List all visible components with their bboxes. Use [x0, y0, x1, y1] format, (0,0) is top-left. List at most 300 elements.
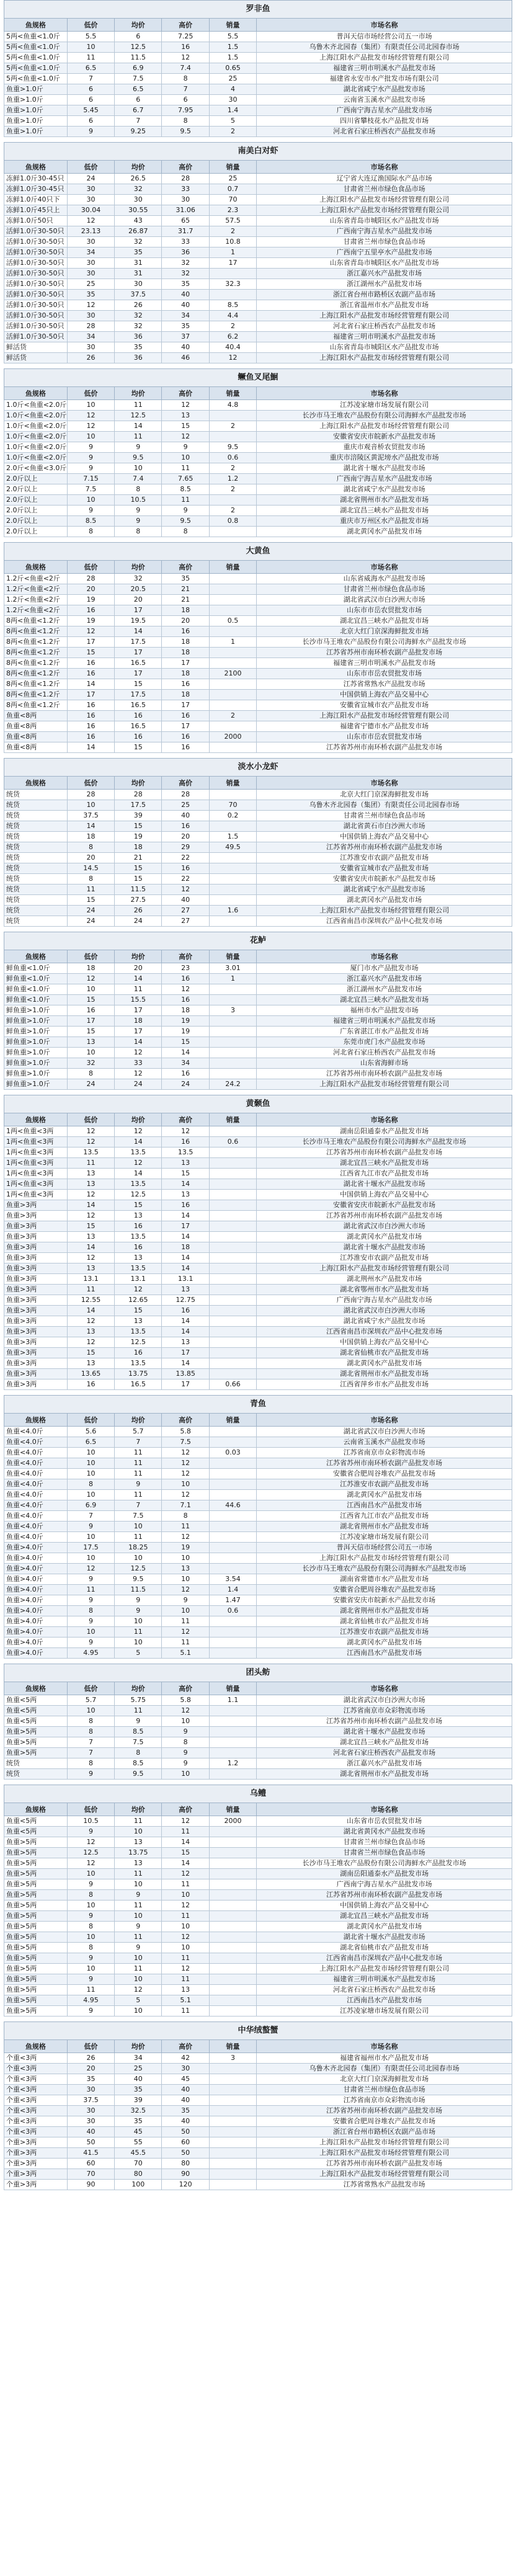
volume-cell [209, 1932, 256, 1943]
high-price-cell: 11 [162, 1827, 209, 1837]
volume-cell [209, 1837, 256, 1848]
table-row [4, 411, 512, 421]
table-header-row [4, 387, 512, 400]
low-price-header: 低价 [67, 561, 114, 574]
avg-price-cell: 10 [115, 1638, 162, 1648]
volume-header: 销量 [209, 387, 256, 400]
market-name-cell: 北京大红门京深海鲜批发市场 [257, 790, 512, 800]
spec-cell: 鱼重>3两 [4, 1285, 68, 1295]
market-name-cell: 上海江阳水产品批发市场经营管理有限公司 [257, 421, 512, 432]
high-price-cell: 50 [162, 2127, 209, 2137]
market-name-cell: 东莞市虎门水产品批发市场 [257, 1037, 512, 1048]
volume-header: 销量 [209, 1682, 256, 1695]
table-row [4, 1069, 512, 1079]
spec-cell: 个重>3两 [4, 2169, 68, 2180]
volume-cell: 6.2 [209, 332, 256, 342]
spec-cell: 鱼重>5两 [4, 1974, 68, 1985]
spec-cell: 2.0斤以上 [4, 527, 68, 537]
spec-cell: 统货 [4, 916, 68, 927]
table-row [4, 1490, 512, 1500]
market-name-cell: 湖北宜昌三峡水产品批发市场 [257, 1158, 512, 1169]
low-price-cell: 10 [67, 495, 114, 506]
table-row [4, 495, 512, 506]
low-price-cell: 30 [67, 2116, 114, 2127]
price-table [4, 160, 512, 363]
market-name-cell: 湖北省十堰水产品批发市场 [257, 1727, 512, 1737]
avg-price-cell: 35 [115, 342, 162, 353]
table-row [4, 874, 512, 885]
table-row [4, 2074, 512, 2085]
avg-price-cell: 12 [115, 1126, 162, 1137]
volume-cell [209, 2116, 256, 2127]
table-row [4, 1974, 512, 1985]
high-price-cell: 11 [162, 1638, 209, 1648]
market-name-cell: 乌鲁木齐北园春（集团）有限责任公司北园春市场 [257, 42, 512, 53]
table-header-row [4, 777, 512, 790]
table-row [4, 1858, 512, 1869]
volume-cell [209, 1706, 256, 1716]
spec-cell: 鱼重>5两 [4, 1848, 68, 1858]
spec-header: 鱼规格 [4, 1682, 68, 1695]
volume-cell [209, 1616, 256, 1627]
table-row [4, 1500, 512, 1511]
avg-price-cell: 12.5 [115, 411, 162, 421]
table-row [4, 279, 512, 290]
spec-cell: 鱼重>3两 [4, 1221, 68, 1232]
table-row [4, 1890, 512, 1901]
avg-price-cell: 9 [115, 1890, 162, 1901]
market-name-cell: 湖北省鄂州市水产品批发市场 [257, 1285, 512, 1295]
spec-cell: 活鲜1.0斤30-50只 [4, 311, 68, 321]
table-row [4, 463, 512, 474]
avg-price-cell: 12 [115, 1069, 162, 1079]
market-header: 市场名称 [257, 1682, 512, 1695]
high-price-cell: 10 [162, 1890, 209, 1901]
table-row [4, 2127, 512, 2137]
avg-price-cell: 11 [115, 400, 162, 411]
volume-cell [209, 2085, 256, 2095]
high-price-cell: 13 [162, 1285, 209, 1295]
low-price-cell: 17 [67, 1016, 114, 1027]
spec-cell: 鱼重>4.0斤 [4, 1585, 68, 1595]
table-row [4, 1706, 512, 1716]
low-price-cell: 35 [67, 290, 114, 300]
volume-header: 销量 [209, 1414, 256, 1427]
volume-cell: 3.54 [209, 1574, 256, 1585]
high-price-cell: 16 [162, 711, 209, 721]
table-row [4, 1327, 512, 1337]
price-table [4, 1682, 512, 1780]
low-price-cell: 9 [67, 453, 114, 463]
low-price-cell: 8 [67, 1943, 114, 1953]
table-row [4, 1469, 512, 1479]
table-row [4, 1037, 512, 1048]
table-row [4, 1737, 512, 1748]
avg-price-cell: 32 [115, 574, 162, 584]
avg-price-cell: 15 [115, 874, 162, 885]
market-name-cell: 江苏省南京市众彩物流市场 [257, 1448, 512, 1458]
low-price-cell: 15 [67, 648, 114, 658]
avg-price-cell: 12.5 [115, 42, 162, 53]
high-price-header: 高价 [162, 1682, 209, 1695]
market-name-cell: 广西南宁海吉星水产品批发市场 [257, 1879, 512, 1890]
spec-cell: 5两<鱼重<1.0斤 [4, 32, 68, 42]
volume-cell [209, 1858, 256, 1869]
table-row [4, 1137, 512, 1148]
volume-cell [209, 432, 256, 442]
spec-cell: 鱼重<5两 [4, 1716, 68, 1727]
low-price-cell: 7.15 [67, 474, 114, 484]
market-name-cell: 山东省威海水产品批发市场 [257, 574, 512, 584]
low-price-cell: 17 [67, 637, 114, 648]
spec-cell: 1.0斤<鱼重<2.0斤 [4, 453, 68, 463]
low-price-cell: 23.13 [67, 226, 114, 237]
avg-price-cell: 16 [115, 732, 162, 742]
volume-cell [209, 1058, 256, 1069]
table-row [4, 1369, 512, 1379]
market-name-cell: 湖北省十堰水产品批发市场 [257, 1179, 512, 1190]
low-price-cell: 11 [67, 1158, 114, 1169]
table-row [4, 1479, 512, 1490]
spec-cell: 1.0斤<鱼重<2.0斤 [4, 442, 68, 453]
low-price-cell: 28 [67, 321, 114, 332]
market-name-cell: 江苏省苏州市南环桥农副产品批发市场 [257, 742, 512, 753]
high-price-cell: 16 [162, 995, 209, 1005]
low-price-cell: 28 [67, 574, 114, 584]
high-price-cell: 17 [162, 1348, 209, 1358]
low-price-cell: 12.5 [67, 1848, 114, 1858]
market-name-cell: 广西南宁海吉星水产品批发市场 [257, 474, 512, 484]
avg-price-cell: 15 [115, 821, 162, 832]
section-title: 淡水小龙虾 [4, 758, 512, 776]
volume-header: 销量 [209, 777, 256, 790]
table-row [4, 1253, 512, 1263]
table-row [4, 863, 512, 874]
market-name-cell: 福建省三明市明溪水产品批发市场 [257, 658, 512, 669]
avg-price-header: 均价 [115, 1803, 162, 1816]
spec-cell: 统货 [4, 895, 68, 906]
volume-cell [209, 1169, 256, 1179]
spec-cell: 鱼重>1.0斤 [4, 95, 68, 105]
spec-cell: 活鲜1.0斤30-50只 [4, 237, 68, 247]
avg-price-cell: 9.5 [115, 1769, 162, 1780]
high-price-cell: 16 [162, 42, 209, 53]
low-price-cell: 6.9 [67, 1500, 114, 1511]
table-row [4, 1263, 512, 1274]
volume-cell: 2.3 [209, 205, 256, 216]
volume-cell: 25 [209, 74, 256, 84]
high-price-cell: 60 [162, 2137, 209, 2148]
market-name-cell: 中国供销上海农产品交易中心 [257, 832, 512, 842]
spec-cell: 鱼重>5两 [4, 1748, 68, 1758]
volume-cell [209, 1253, 256, 1263]
low-price-cell: 13 [67, 1327, 114, 1337]
high-price-header: 高价 [162, 1414, 209, 1427]
section-title: 青鱼 [4, 1395, 512, 1413]
volume-header: 销量 [209, 19, 256, 32]
high-price-cell: 10 [162, 1922, 209, 1932]
spec-cell: 鱼重>5两 [4, 1964, 68, 1974]
market-name-cell: 湖北省黄冈水产品批发市场 [257, 1827, 512, 1837]
avg-price-cell: 13.1 [115, 1274, 162, 1285]
volume-cell: 1.5 [209, 53, 256, 63]
volume-cell [209, 1985, 256, 1995]
market-name-cell: 广西南宁海吉星水产品批发市场 [257, 1295, 512, 1306]
spec-cell: 鱼重<4.0斤 [4, 1448, 68, 1458]
table-row [4, 1027, 512, 1037]
high-price-cell: 29 [162, 842, 209, 853]
high-price-cell: 40 [162, 342, 209, 353]
volume-cell [209, 290, 256, 300]
table-row [4, 1543, 512, 1553]
volume-cell [209, 1306, 256, 1316]
avg-price-cell: 10 [115, 1953, 162, 1964]
high-price-cell: 31.7 [162, 226, 209, 237]
avg-price-cell: 9 [115, 506, 162, 516]
low-price-cell: 70 [67, 2169, 114, 2180]
avg-price-cell: 7.5 [115, 1511, 162, 1522]
spec-cell: 鱼重<4.0斤 [4, 1511, 68, 1522]
section-6 [4, 1095, 512, 1390]
section-10 [4, 2021, 512, 2190]
spec-cell: 鱼重>4.0斤 [4, 1648, 68, 1659]
avg-price-cell: 11 [115, 984, 162, 995]
volume-cell [209, 1158, 256, 1169]
avg-price-cell: 9.5 [115, 453, 162, 463]
low-price-header: 低价 [67, 19, 114, 32]
avg-price-cell: 15 [115, 679, 162, 690]
section-spacer [4, 753, 512, 758]
high-price-cell: 15 [162, 1848, 209, 1858]
market-name-cell: 上海江阳水产品批发市场经营管理有限公司 [257, 53, 512, 63]
avg-price-cell: 17 [115, 669, 162, 679]
market-name-cell: 湖北省荆州市水产品批发市场 [257, 1606, 512, 1616]
volume-cell [209, 1716, 256, 1727]
volume-cell: 1.1 [209, 1695, 256, 1706]
high-price-cell: 65 [162, 216, 209, 226]
high-price-cell: 120 [162, 2180, 209, 2190]
low-price-cell: 10 [67, 984, 114, 995]
avg-price-header: 均价 [115, 950, 162, 963]
avg-price-cell: 5.75 [115, 1695, 162, 1706]
high-price-cell: 18 [162, 648, 209, 658]
spec-cell: 鱼重>4.0斤 [4, 1627, 68, 1638]
low-price-cell: 30 [67, 2106, 114, 2116]
low-price-cell: 16 [67, 669, 114, 679]
volume-cell: 4 [209, 84, 256, 95]
high-price-cell: 11 [162, 1974, 209, 1985]
high-price-cell: 33 [162, 237, 209, 247]
market-name-cell: 甘肃省兰州市绿色食品市场 [257, 237, 512, 247]
high-price-cell: 27 [162, 906, 209, 916]
spec-cell: 鱼重>3两 [4, 1295, 68, 1306]
spec-cell: 1两<鱼重<3两 [4, 1126, 68, 1137]
high-price-cell: 12 [162, 1532, 209, 1543]
table-row [4, 711, 512, 721]
avg-price-cell: 11 [115, 432, 162, 442]
avg-price-cell: 24 [115, 1079, 162, 1090]
market-name-cell: 山东市市岳农贸批发市场 [257, 605, 512, 616]
avg-price-cell: 32 [115, 237, 162, 247]
avg-price-header: 均价 [115, 777, 162, 790]
market-name-cell: 江苏省苏州市南环桥农副产品批发市场 [257, 1716, 512, 1727]
high-price-cell: 13 [162, 1564, 209, 1574]
avg-price-cell: 32 [115, 321, 162, 332]
high-price-cell: 35 [162, 279, 209, 290]
spec-cell: 鱼重>3两 [4, 1274, 68, 1285]
volume-cell [209, 1564, 256, 1574]
market-name-cell: 湖南岳阳通泰水产品批发市场 [257, 1126, 512, 1137]
price-table [4, 950, 512, 1090]
high-price-cell: 34 [162, 1058, 209, 1069]
table-row [4, 637, 512, 648]
high-price-cell: 12 [162, 1585, 209, 1595]
spec-cell: 1.0斤<鱼重<2.0斤 [4, 421, 68, 432]
low-price-cell: 9 [67, 1595, 114, 1606]
high-price-cell: 35 [162, 321, 209, 332]
avg-price-header: 均价 [115, 561, 162, 574]
spec-cell: 8两<鱼重<1.2斤 [4, 679, 68, 690]
volume-cell [209, 2074, 256, 2085]
market-name-cell: 河北省石家庄桥西农产品批发市场 [257, 1748, 512, 1758]
table-row [4, 1295, 512, 1306]
table-row [4, 300, 512, 311]
low-price-cell: 12.55 [67, 1295, 114, 1306]
low-price-cell: 17.5 [67, 1543, 114, 1553]
volume-cell [209, 1179, 256, 1190]
section-1 [4, 142, 512, 363]
market-name-cell: 安徽省合肥周谷堆农产品批发市场 [257, 2116, 512, 2127]
market-name-cell: 广西南宁五里亭水产品批发市场 [257, 247, 512, 258]
high-price-cell: 34 [162, 311, 209, 321]
low-price-cell: 7 [67, 74, 114, 84]
price-table [4, 1803, 512, 2017]
low-price-cell: 9 [67, 1911, 114, 1922]
avg-price-cell: 13.75 [115, 1848, 162, 1858]
market-name-cell: 浙江嘉兴水产品批发市场 [257, 974, 512, 984]
high-price-header: 高价 [162, 1113, 209, 1126]
avg-price-cell: 17 [115, 1005, 162, 1016]
market-name-cell: 长沙市马王堆农产品股份有限公司海鲜水产品批发市场 [257, 1564, 512, 1574]
low-price-cell: 5.5 [67, 32, 114, 42]
volume-cell: 1.4 [209, 105, 256, 116]
avg-price-cell: 6.5 [115, 84, 162, 95]
low-price-cell: 9 [67, 506, 114, 516]
high-price-cell: 10 [162, 1553, 209, 1564]
avg-price-cell: 17.5 [115, 637, 162, 648]
spec-cell: 统货 [4, 790, 68, 800]
market-name-cell: 福建省福州市水产品批发市场 [257, 2053, 512, 2064]
avg-price-cell: 11 [115, 1932, 162, 1943]
avg-price-cell: 7 [115, 1500, 162, 1511]
avg-price-cell: 35 [115, 2116, 162, 2127]
volume-cell [209, 1037, 256, 1048]
avg-price-cell: 10 [115, 1827, 162, 1837]
high-price-cell: 31.06 [162, 205, 209, 216]
high-price-cell: 37 [162, 332, 209, 342]
volume-cell [209, 995, 256, 1005]
market-name-cell: 安徽省合肥周谷堆农产品批发市场 [257, 1469, 512, 1479]
volume-cell [209, 1274, 256, 1285]
high-price-cell: 11 [162, 495, 209, 506]
avg-price-cell: 8 [115, 527, 162, 537]
high-price-cell: 5.8 [162, 1427, 209, 1437]
high-price-cell: 14 [162, 1179, 209, 1190]
avg-price-cell: 11 [115, 1458, 162, 1469]
spec-cell: 统货 [4, 842, 68, 853]
volume-cell: 0.7 [209, 184, 256, 195]
low-price-cell: 12 [67, 1126, 114, 1137]
market-name-cell: 福建省三明市明溪水产品批发市场 [257, 332, 512, 342]
low-price-cell: 30.04 [67, 205, 114, 216]
table-row [4, 1437, 512, 1448]
high-price-cell: 13.5 [162, 1148, 209, 1158]
low-price-cell: 10 [67, 432, 114, 442]
table-row [4, 690, 512, 700]
high-price-cell: 17 [162, 1379, 209, 1390]
volume-cell [209, 1069, 256, 1079]
low-price-cell: 11 [67, 885, 114, 895]
avg-price-cell: 14 [115, 1037, 162, 1048]
table-row [4, 258, 512, 269]
volume-cell: 0.6 [209, 453, 256, 463]
avg-price-cell: 14 [115, 1169, 162, 1179]
low-price-cell: 11 [67, 53, 114, 63]
volume-cell: 4.8 [209, 400, 256, 411]
table-row [4, 1606, 512, 1616]
volume-cell [209, 1901, 256, 1911]
table-row [4, 885, 512, 895]
high-price-cell: 15 [162, 1169, 209, 1179]
spec-cell: 统货 [4, 1769, 68, 1780]
spec-cell: 鱼重>3两 [4, 1306, 68, 1316]
avg-price-cell: 11 [115, 1469, 162, 1479]
avg-price-cell: 9 [115, 1595, 162, 1606]
volume-cell [209, 1748, 256, 1758]
volume-cell [209, 1869, 256, 1879]
table-row [4, 1995, 512, 2006]
volume-cell: 5.5 [209, 32, 256, 42]
volume-cell [209, 1638, 256, 1648]
avg-price-cell: 5.7 [115, 1427, 162, 1437]
spec-cell: 个重>3两 [4, 2180, 68, 2190]
spec-cell: 鱼重<4.0斤 [4, 1522, 68, 1532]
market-name-cell: 普洱天信市场经营公司五一市场 [257, 1543, 512, 1553]
low-price-cell: 12 [67, 1837, 114, 1848]
avg-price-cell: 40 [115, 2074, 162, 2085]
high-price-cell: 12 [162, 1448, 209, 1458]
low-price-cell: 7 [67, 1748, 114, 1758]
avg-price-cell: 20 [115, 963, 162, 974]
high-price-cell: 16 [162, 1200, 209, 1211]
market-name-cell: 江苏省南京市众彩物流市场 [257, 2095, 512, 2106]
avg-price-cell: 34 [115, 2053, 162, 2064]
low-price-cell: 8 [67, 1890, 114, 1901]
low-price-cell: 13 [67, 1037, 114, 1048]
spec-cell: 5两<鱼重<1.0斤 [4, 42, 68, 53]
table-header-row [4, 1682, 512, 1695]
low-price-cell: 7 [67, 1511, 114, 1522]
high-price-cell: 7.65 [162, 474, 209, 484]
market-name-cell: 湖北省咸宁水产品批发市场 [257, 484, 512, 495]
volume-cell: 2100 [209, 669, 256, 679]
avg-price-cell: 9.25 [115, 127, 162, 137]
avg-price-cell: 13.75 [115, 1369, 162, 1379]
avg-price-cell: 30 [115, 279, 162, 290]
low-price-cell: 8 [67, 1069, 114, 1079]
spec-cell: 鱼重<8两 [4, 721, 68, 732]
low-price-cell: 8 [67, 1727, 114, 1737]
